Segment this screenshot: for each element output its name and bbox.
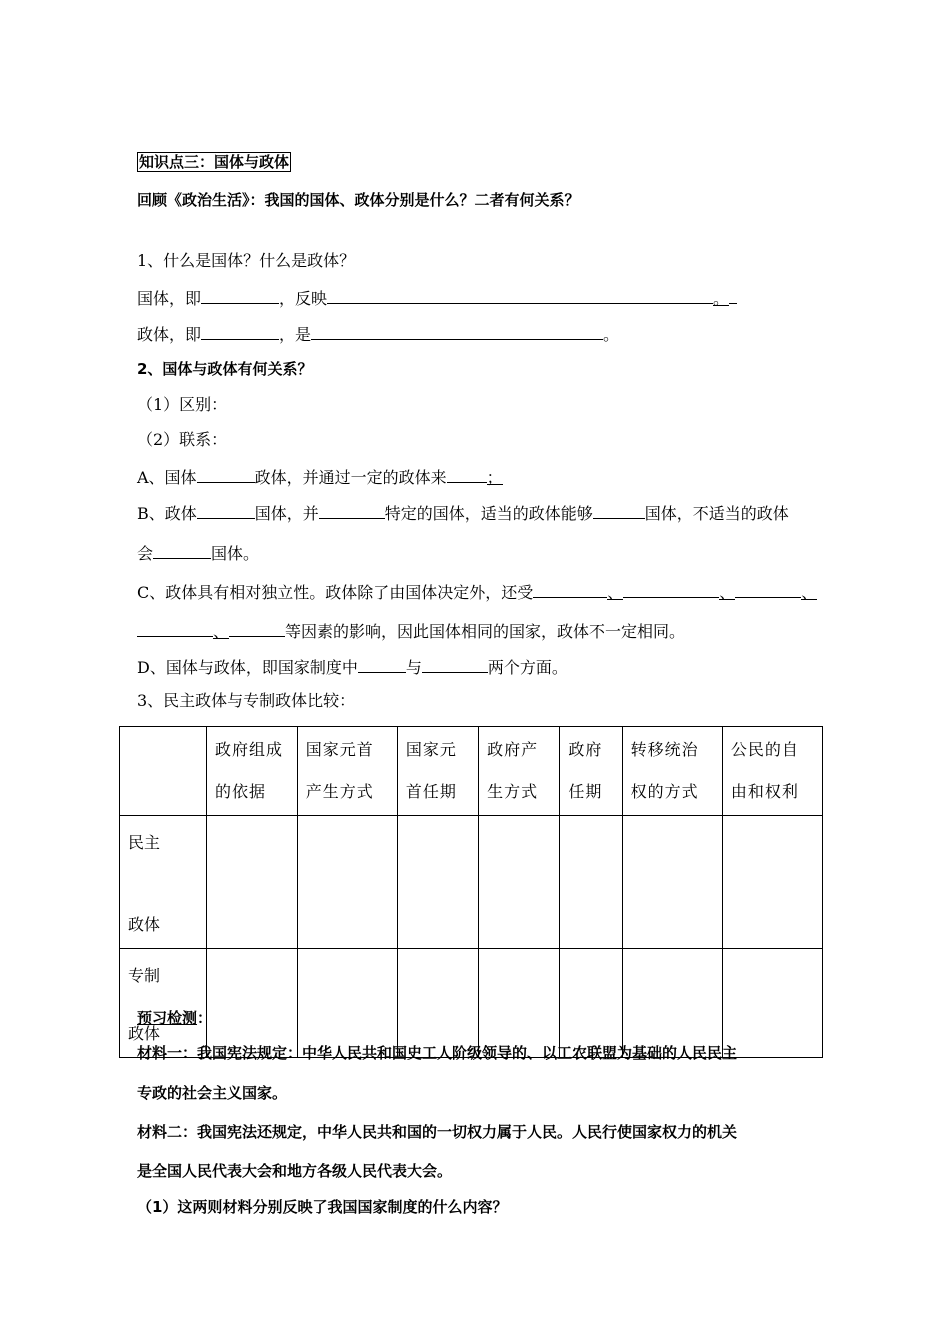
q2-item-b-cont: 会 国体。 xyxy=(137,544,260,563)
blank xyxy=(153,542,211,559)
blank xyxy=(533,581,607,598)
q2-item-d: D、国体与政体，即国家制度中 与 两个方面。 xyxy=(137,658,568,677)
table-cell[interactable] xyxy=(479,816,560,949)
table-header-cell: 公民的自由和权利 xyxy=(722,727,822,816)
table-header-cell: 政府任期 xyxy=(560,727,622,816)
blank-end: 。 xyxy=(713,289,730,308)
blank-sep: 、 xyxy=(801,583,818,602)
table-cell[interactable] xyxy=(397,949,478,1058)
blank xyxy=(229,620,285,637)
preview-title: 预习检测： xyxy=(137,1009,213,1027)
blank-end: ； xyxy=(486,468,503,487)
table-cell[interactable] xyxy=(722,816,822,949)
blank xyxy=(201,323,279,340)
blank-sep: 、 xyxy=(719,583,736,602)
table-header-row xyxy=(120,727,823,816)
q1-zhengti-line: 政体，即 ，是 。 xyxy=(137,325,620,344)
table-header-cell: 政府产生方式 xyxy=(479,727,560,816)
table-header-cell: 国家元首产生方式 xyxy=(297,727,397,816)
table-header-cell: 转移统治权的方式 xyxy=(622,727,722,816)
table-corner-cell xyxy=(120,727,207,816)
table-cell[interactable] xyxy=(560,816,622,949)
q1-heading: 1、什么是国体？什么是政体？ xyxy=(137,251,356,270)
blank xyxy=(422,656,488,673)
table-header-cell: 政府组成的依据 xyxy=(207,727,298,816)
blank xyxy=(311,323,603,340)
material-two-cont: 是全国人民代表大会和地方各级人民代表大会。 xyxy=(137,1162,453,1180)
table-cell[interactable] xyxy=(207,949,298,1058)
q2-difference: （1）区别： xyxy=(137,395,228,414)
q2-item-a: A、国体 政体，并通过一定的政体来 ； xyxy=(137,468,503,487)
material-one: 材料一：我国宪法规定：中华人民共和国史工人阶级领导的、以工农联盟为基础的人民民主 xyxy=(137,1044,738,1062)
row-label-autocracy: 专制 政体 xyxy=(120,949,207,1058)
blank xyxy=(729,287,737,304)
blank xyxy=(137,620,213,637)
q2-item-c: C、政体具有相对独立性。政体除了由国体决定外，还受 、 、 、 xyxy=(137,583,818,602)
q2-item-c-cont: 、 等因素的影响，因此国体相同的国家，政体不一定相同。 xyxy=(137,620,685,642)
blank xyxy=(197,502,255,519)
blank xyxy=(623,581,719,598)
blank xyxy=(593,502,645,519)
table-row xyxy=(120,816,823,949)
table-cell[interactable] xyxy=(560,949,622,1058)
q3-heading: 3、民主政体与专制政体比较： xyxy=(137,691,356,710)
table-row xyxy=(120,949,823,1058)
row-label-democracy: 民主 政体 xyxy=(120,816,207,949)
table-cell[interactable] xyxy=(207,816,298,949)
q2-heading: 2、国体与政体有何关系？ xyxy=(137,360,313,378)
blank xyxy=(735,581,801,598)
material-one-cont: 专政的社会主义国家。 xyxy=(137,1084,288,1102)
q1-guoti-line: 国体，即 ，反映 。 xyxy=(137,287,737,309)
blank xyxy=(327,287,713,304)
table-cell[interactable] xyxy=(297,816,397,949)
blank xyxy=(358,656,406,673)
blank xyxy=(201,287,279,304)
q2-item-b: B、政体 国体，并 特定的国体，适当的政体能够 国体，不适当的政体 xyxy=(137,504,789,523)
blank xyxy=(447,466,487,483)
table-cell[interactable] xyxy=(622,949,722,1058)
blank xyxy=(319,502,385,519)
table-header-cell: 国家元首任期 xyxy=(397,727,478,816)
q2-connection: （2）联系： xyxy=(137,430,228,449)
blank xyxy=(197,466,255,483)
section-title: 知识点三：国体与政体 xyxy=(139,153,290,171)
preview-question-1: （1）这两则材料分别反映了我国国家制度的什么内容？ xyxy=(137,1198,508,1216)
table-cell[interactable] xyxy=(622,816,722,949)
table-cell[interactable] xyxy=(297,949,397,1058)
blank-sep: 、 xyxy=(607,583,624,602)
blank-sep: 、 xyxy=(213,622,230,641)
material-two: 材料二：我国宪法还规定，中华人民共和国的一切权力属于人民。人民行使国家权力的机关 xyxy=(137,1123,738,1141)
review-question: 回顾《政治生活》：我国的国体、政体分别是什么？二者有何关系？ xyxy=(137,191,580,209)
comparison-table xyxy=(119,726,823,1058)
table-cell[interactable] xyxy=(722,949,822,1058)
table-cell[interactable] xyxy=(397,816,478,949)
table-cell[interactable] xyxy=(479,949,560,1058)
